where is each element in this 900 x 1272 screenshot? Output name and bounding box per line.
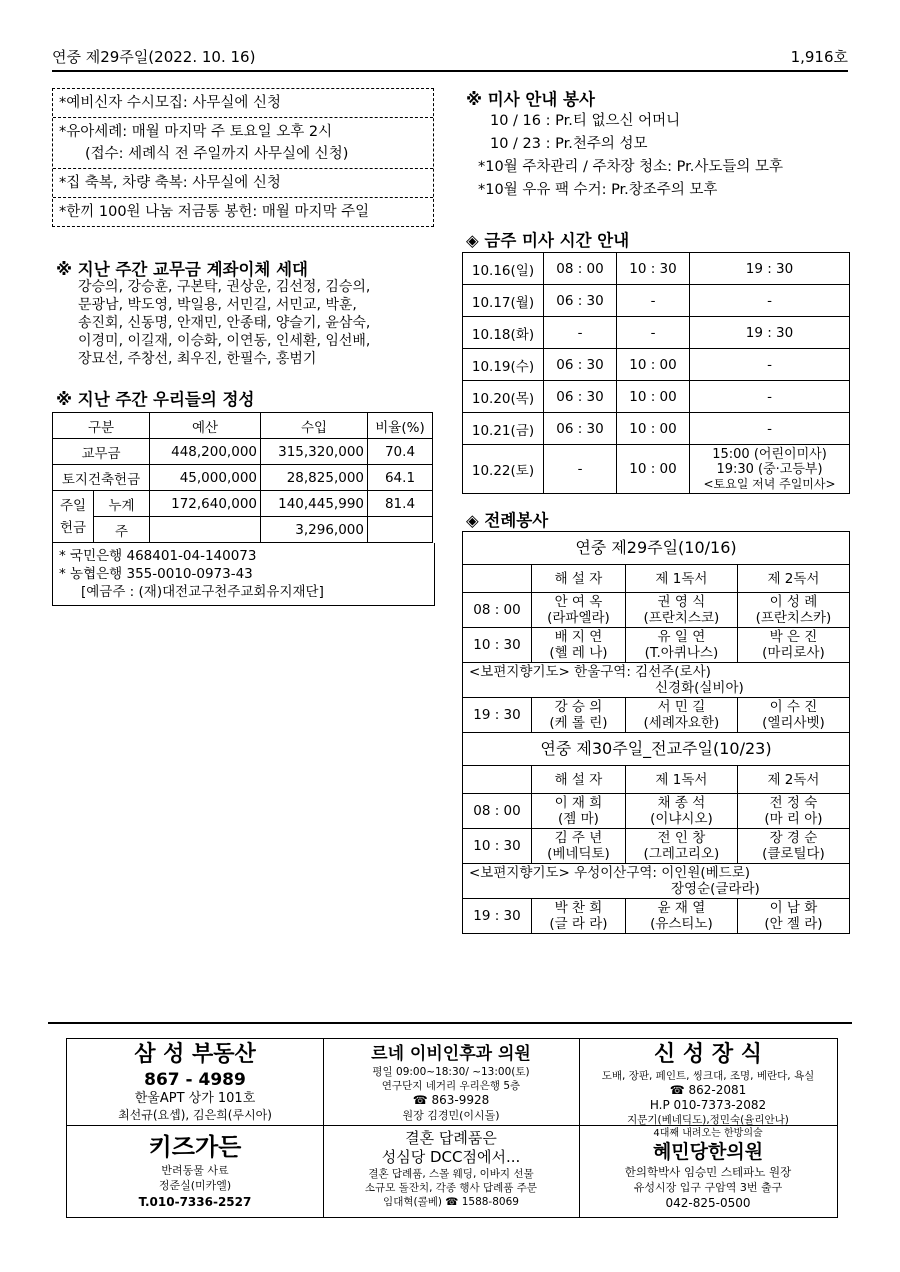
header-divider <box>52 70 848 72</box>
finance-title: ※ 지난 주간 우리들의 정성 <box>56 390 255 409</box>
cell <box>737 829 849 864</box>
table-row <box>463 565 850 593</box>
cell <box>737 794 849 829</box>
cell: 주 <box>94 517 150 543</box>
cell-saint: (젬 마) <box>557 811 599 827</box>
cell-name: 배 지 연 <box>554 629 603 645</box>
table-row <box>463 899 850 934</box>
cell: 140,445,990 <box>261 491 368 517</box>
saturday-evening-cell <box>690 445 850 494</box>
prayer-line: 신경화(실비아) <box>655 680 744 696</box>
cell: - <box>690 381 850 413</box>
cell: 10 : 00 <box>617 381 690 413</box>
cell-name: 김 주 년 <box>554 830 603 846</box>
liturgy-title: ◈ 전례봉사 <box>466 511 549 530</box>
cell-name: 박 찬 희 <box>554 900 603 916</box>
cell: 제 1독서 <box>625 565 737 593</box>
cell-name: 이 남 화 <box>769 900 818 916</box>
cell: 06 : 30 <box>544 413 617 445</box>
ad-name: 혜민당한의원 <box>652 1141 764 1163</box>
transfer-line: 장묘선, 주창선, 최우진, 한필수, 홍범기 <box>78 351 317 367</box>
cell: 06 : 30 <box>544 381 617 413</box>
cell <box>463 565 532 593</box>
mass-schedule-table <box>462 252 850 494</box>
table-row <box>463 663 850 698</box>
ad-hyemindang <box>579 1127 837 1212</box>
cell-saint: (글 라 라) <box>549 916 608 932</box>
cell <box>532 829 626 864</box>
cell-saint: (안 젤 라) <box>764 916 823 932</box>
prayer-cell <box>463 864 850 899</box>
cell: 10 : 30 <box>463 829 532 864</box>
cell <box>532 794 626 829</box>
service-line: 10 / 23 : Pr.천주의 성모 <box>490 136 648 152</box>
cell: 19 : 30 <box>463 899 532 934</box>
ad-phone: 867 - 4989 <box>144 1070 246 1090</box>
table-row <box>463 532 850 565</box>
cell: 토지건축헌금 <box>53 465 150 491</box>
prayer-cell <box>463 663 850 698</box>
cell <box>532 698 626 733</box>
header-income: 수입 <box>261 413 368 439</box>
ad-name: 르네 이비인후과 의원 <box>371 1044 531 1064</box>
cell: 해 설 자 <box>532 565 626 593</box>
service-title: ※ 미사 안내 봉사 <box>466 90 595 109</box>
ad-sungsimdang <box>323 1129 579 1210</box>
cell: - <box>690 285 850 317</box>
cell: 제 2독서 <box>737 766 849 794</box>
cell <box>625 593 737 628</box>
issue-number: 1,916호 <box>790 48 848 66</box>
cell-saint: (라파엘라) <box>547 610 610 626</box>
ad-line: 한울APT 상가 101호 <box>134 1091 256 1106</box>
cell: 해 설 자 <box>532 766 626 794</box>
cell: 10.16(일) <box>463 253 544 285</box>
cell <box>737 628 849 663</box>
cell-name: 강 승 의 <box>554 699 603 715</box>
cell: 45,000,000 <box>150 465 261 491</box>
cell: 10.21(금) <box>463 413 544 445</box>
table-row <box>53 413 433 439</box>
cell <box>463 766 532 794</box>
cell: 81.4 <box>368 491 433 517</box>
cell <box>737 698 849 733</box>
cell: 제 1독서 <box>625 766 737 794</box>
cell: 교무금 <box>53 439 150 465</box>
cell-name: 윤 재 열 <box>657 900 706 916</box>
cell: 10.17(월) <box>463 285 544 317</box>
cell <box>150 517 261 543</box>
notice-catechumen: *예비신자 수시모집: 사무실에 신청 <box>53 89 433 118</box>
cell-name: 유 일 연 <box>657 629 706 645</box>
week2-title: 연중 제30주일_전교주일(10/23) <box>463 733 850 766</box>
cell: 제 2독서 <box>737 565 849 593</box>
cell: 10 : 00 <box>617 349 690 381</box>
cell-name: 장 경 순 <box>769 830 818 846</box>
mass-title: ◈ 금주 미사 시간 안내 <box>466 231 630 250</box>
cell: 70.4 <box>368 439 433 465</box>
service-line: *10월 주차관리 / 주차장 청소: Pr.사도들의 모후 <box>478 159 783 175</box>
table-row <box>463 445 850 494</box>
service-line: 10 / 16 : Pr.티 없으신 어머니 <box>490 113 681 129</box>
ad-line: 결혼 답례품, 스몰 웨딩, 이바지 선물 <box>368 1168 534 1180</box>
table-row <box>463 349 850 381</box>
finance-table <box>52 412 433 543</box>
ads-box <box>66 1038 838 1218</box>
header-budget: 예산 <box>150 413 261 439</box>
table-row <box>463 317 850 349</box>
cell-name: 이 재 희 <box>554 795 603 811</box>
ad-rene-ent <box>323 1043 579 1123</box>
table-row <box>463 829 850 864</box>
ad-line: T.010-7336-2527 <box>138 1195 252 1209</box>
ad-line: 소규모 돌잔치, 각종 행사 답례품 주문 <box>364 1182 538 1194</box>
cell: 19 : 30 <box>690 317 850 349</box>
cell <box>368 517 433 543</box>
transfer-line: 문광남, 박도영, 박일용, 서민길, 서민교, 박훈, <box>78 297 357 313</box>
ad-sinsung-interior <box>579 1041 837 1128</box>
bank-kb: * 국민은행 468401-04-140073 <box>59 548 257 564</box>
cell-name: 전 인 창 <box>657 830 706 846</box>
cell: - <box>544 445 617 494</box>
cell-name: 이 수 진 <box>769 699 818 715</box>
cell-saint: (베네딕토) <box>547 846 610 862</box>
cell-saint: (세례자요한) <box>643 715 720 731</box>
ad-line: H.P 010-7373-2082 <box>649 1098 767 1112</box>
cell <box>532 593 626 628</box>
cell: - <box>617 317 690 349</box>
notice-infant-baptism-line2: (접수: 세례식 전 주일까지 사무실에 신청) <box>85 146 349 162</box>
cell <box>625 794 737 829</box>
cell-saint: (마 리 아) <box>764 811 823 827</box>
table-row <box>463 628 850 663</box>
cell <box>737 593 849 628</box>
notice-infant-baptism-line1: *유아세례: 매월 마지막 주 토요일 오후 2시 <box>59 124 333 140</box>
cell: 10 : 00 <box>617 413 690 445</box>
notice-infant-baptism <box>53 118 433 169</box>
cell: 10 : 00 <box>617 445 690 494</box>
prayer-line: 장영순(글라라) <box>671 881 760 897</box>
cell-name: 안 여 옥 <box>554 594 603 610</box>
table-row <box>53 465 433 491</box>
cell: 08 : 00 <box>544 253 617 285</box>
liturgy-table <box>462 531 850 934</box>
ad-line: 임대혁(콜베) ☎ 1588-8069 <box>383 1196 519 1208</box>
ad-samsung-realty <box>67 1041 323 1123</box>
header-category: 구분 <box>53 413 150 439</box>
cell: 08 : 00 <box>463 794 532 829</box>
cell: 28,825,000 <box>261 465 368 491</box>
ad-name: 결혼 답례품은 <box>405 1129 497 1147</box>
ad-line: 평일 09:00~18:30/ ~13:00(토) <box>372 1066 530 1078</box>
week1-title: 연중 제29주일(10/16) <box>463 532 850 565</box>
cell <box>625 628 737 663</box>
group-label-2: 헌금 <box>59 519 87 536</box>
transfer-title: ※ 지난 주간 교무금 계좌이체 세대 <box>56 260 308 279</box>
notice-blessing: *집 축복, 차량 축복: 사무실에 신청 <box>53 169 433 198</box>
cell: 315,320,000 <box>261 439 368 465</box>
ad-line: 연구단지 네거리 우리은행 5층 <box>381 1080 521 1092</box>
ad-line: 반려동물 사료 <box>161 1164 229 1177</box>
notice-piggybank: *한끼 100원 나눔 저금통 봉헌: 매월 마지막 주일 <box>59 204 370 220</box>
cell: - <box>690 413 850 445</box>
cell: 10.19(수) <box>463 349 544 381</box>
ad-line: ☎ 863-9928 <box>412 1093 490 1107</box>
cell: 172,640,000 <box>150 491 261 517</box>
table-row <box>53 517 433 543</box>
ad-line: 042-825-0500 <box>665 1196 751 1210</box>
table-row <box>463 285 850 317</box>
cell <box>532 628 626 663</box>
cell-name: 전 정 숙 <box>769 795 818 811</box>
cell-saint: (유스티노) <box>650 916 713 932</box>
cell: - <box>544 317 617 349</box>
cell <box>737 899 849 934</box>
cell: 64.1 <box>368 465 433 491</box>
table-row <box>463 413 850 445</box>
table-row <box>463 593 850 628</box>
transfer-names <box>78 278 370 368</box>
transfer-line: 강승의, 강승훈, 구본탁, 권상운, 김선정, 김승의, <box>78 279 371 295</box>
cell: 06 : 30 <box>544 349 617 381</box>
notice-box <box>52 88 434 227</box>
ad-line: 유성시장 입구 구암역 3번 출구 <box>633 1181 783 1194</box>
cell: 10 : 30 <box>617 253 690 285</box>
cell-name: 박 은 진 <box>769 629 818 645</box>
table-row <box>463 766 850 794</box>
ad-tag: 4대째 내려오는 한방의술 <box>653 1128 763 1139</box>
group-label-1: 주일 <box>59 497 87 514</box>
cell-saint: (이냐시오) <box>650 811 713 827</box>
cell: 06 : 30 <box>544 285 617 317</box>
service-list <box>478 110 783 202</box>
cell-saint: (그레고리오) <box>643 846 720 862</box>
cell-saint: (프란치스카) <box>755 610 832 626</box>
cell: 10.18(화) <box>463 317 544 349</box>
table-row <box>53 439 433 465</box>
ad-name: 키즈가든 <box>148 1133 242 1161</box>
ad-line: ☎ 862-2081 <box>669 1083 747 1097</box>
prayer-line: <보편지향기도> 한울구역: 김선주(로사) <box>469 664 711 680</box>
sunday-offering-label <box>53 491 94 543</box>
ad-line: 한의학박사 임승민 스테파노 원장 <box>624 1165 792 1179</box>
sat-note: 15:00 (어린이미사) <box>712 446 827 462</box>
cell-saint: (헬 레 나) <box>549 645 608 661</box>
table-row <box>463 381 850 413</box>
transfer-line: 이경미, 이길재, 이승화, 이연동, 인세환, 임선배, <box>78 333 371 349</box>
cell <box>625 698 737 733</box>
table-row <box>463 253 850 285</box>
cell: 19 : 30 <box>463 698 532 733</box>
cell: 448,200,000 <box>150 439 261 465</box>
table-row <box>53 491 433 517</box>
ad-name: 삼 성 부동산 <box>134 1042 256 1067</box>
cell <box>625 899 737 934</box>
cell: 10 : 30 <box>463 628 532 663</box>
cell: 누계 <box>94 491 150 517</box>
header-ratio: 비율(%) <box>368 413 433 439</box>
ad-line: 지문기(베네딕도),정민숙(율리안나) <box>627 1114 789 1126</box>
prayer-line: <보편지향기도> 우성이산구역: 이인원(베드로) <box>469 865 751 881</box>
ad-line: 도배, 장판, 페인트, 씽크대, 조명, 베란다, 욕실 <box>601 1070 815 1082</box>
cell-saint: (프란치스코) <box>643 610 720 626</box>
ad-line: 최선규(요셉), 김은희(루시아) <box>118 1108 272 1122</box>
cell <box>625 829 737 864</box>
cell: 19 : 30 <box>690 253 850 285</box>
cell-name: 권 영 식 <box>657 594 706 610</box>
ad-name: 신 성 장 식 <box>654 1042 762 1067</box>
cell-name: 서 민 길 <box>657 699 706 715</box>
cell: 10.20(목) <box>463 381 544 413</box>
cell: - <box>690 349 850 381</box>
cell: 08 : 00 <box>463 593 532 628</box>
cell-saint: (엘리사벳) <box>762 715 825 731</box>
bank-nh: * 농협은행 355-0010-0973-43 <box>59 566 253 582</box>
table-row <box>463 733 850 766</box>
cell-name: 채 종 석 <box>657 795 706 811</box>
page-header <box>52 44 848 68</box>
cell <box>532 899 626 934</box>
transfer-line: 송진회, 신동명, 안재민, 안종태, 양슬기, 윤삼숙, <box>78 315 371 331</box>
bank-holder: [예금주 : (재)대전교구천주교회유지재단] <box>81 584 324 600</box>
cell-name: 이 성 례 <box>769 594 818 610</box>
ad-line: 정준실(미카엘) <box>158 1179 232 1192</box>
table-row <box>463 794 850 829</box>
cell: 10.22(토) <box>463 445 544 494</box>
bank-accounts <box>52 543 435 606</box>
cell: 3,296,000 <box>261 517 368 543</box>
footer-divider <box>48 1022 852 1024</box>
cell-saint: (클로틸다) <box>762 846 825 862</box>
ad-line: 원장 김경민(이시돌) <box>402 1109 500 1122</box>
table-row <box>463 698 850 733</box>
ad-kids-garden <box>67 1131 323 1211</box>
ad-name: 성심당 DCC점에서... <box>381 1148 521 1166</box>
cell-saint: (케 롤 린) <box>549 715 608 731</box>
sat-note: 19:30 (중·고등부) <box>716 461 823 477</box>
table-row <box>463 864 850 899</box>
sat-note: <토요일 저녁 주일미사> <box>703 476 836 491</box>
cell: - <box>617 285 690 317</box>
cell-saint: (T.아퀴나스) <box>644 645 719 661</box>
service-line: *10월 우유 팩 수거: Pr.창조주의 모후 <box>478 182 718 198</box>
cell-saint: (마리로사) <box>762 645 825 661</box>
issue-date: 연중 제29주일(2022. 10. 16) <box>52 48 256 66</box>
